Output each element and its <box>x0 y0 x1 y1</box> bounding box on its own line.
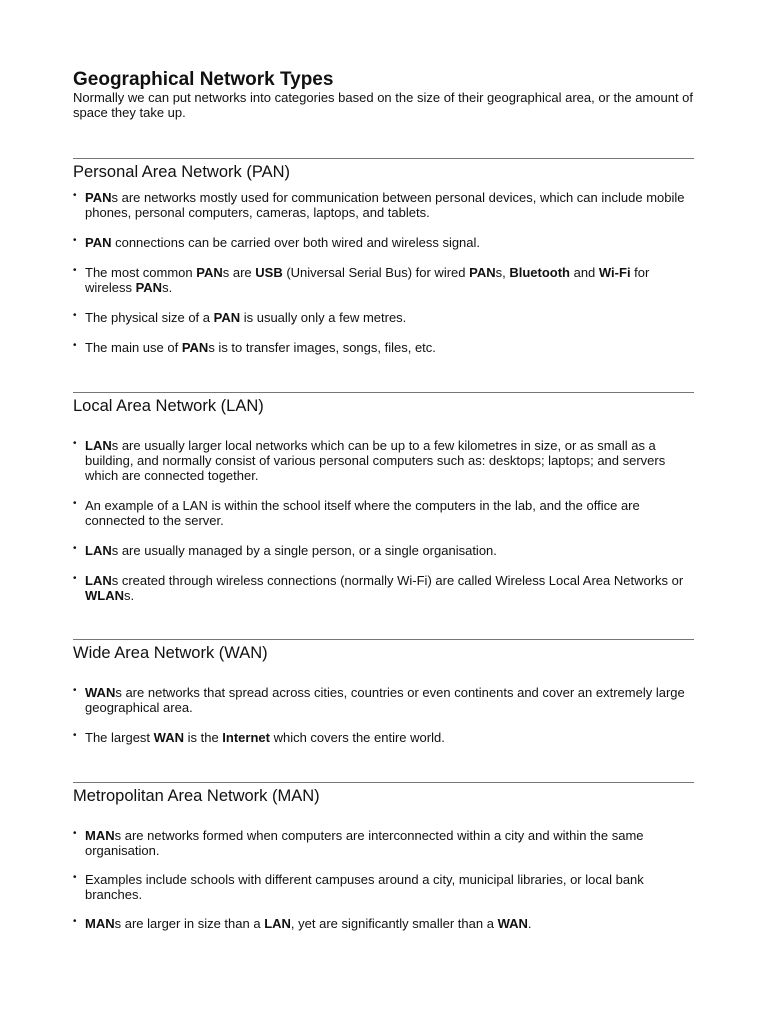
bullet-list <box>73 438 694 603</box>
bullet-item <box>73 872 694 902</box>
text-run: s are networks that spread across cities, countries or even continents and cover an extremely large geographical area. <box>85 685 685 715</box>
text-run: The physical size of a <box>85 310 214 325</box>
section-heading: Personal Area Network (PAN) <box>73 163 291 181</box>
bullet-item <box>73 498 694 528</box>
bullet-list <box>73 685 694 745</box>
bold-term: LAN <box>85 573 112 588</box>
bold-term: WLAN <box>85 588 124 603</box>
section-heading: Metropolitan Area Network (MAN) <box>73 787 320 805</box>
bold-term: PAN <box>85 190 112 205</box>
bold-term: PAN <box>181 340 209 355</box>
document-title: Geographical Network Types <box>73 69 334 90</box>
text-run: (Universal Serial Bus) for wired <box>282 265 470 280</box>
bold-term: WAN <box>153 730 184 745</box>
text-run: The largest <box>85 730 154 745</box>
bullet-item <box>73 916 694 931</box>
text-run: is the <box>184 730 223 745</box>
section-heading: Local Area Network (LAN) <box>73 397 264 415</box>
bold-term: PAN <box>469 265 496 280</box>
section-heading: Wide Area Network (WAN) <box>73 644 268 662</box>
bullet-item <box>73 438 694 483</box>
text-run: for wireless <box>85 265 650 295</box>
intro-paragraph: Normally we can put networks into categories based on the size of their geographical area, or the amount of space they take up. <box>73 90 694 120</box>
text-run: s are usually managed by a single person, or a single organisation. <box>111 543 497 558</box>
bullet-item <box>73 235 694 250</box>
bullet-item <box>73 543 694 558</box>
section-wan <box>73 639 694 745</box>
text-run: s is to transfer images, songs, files, etc. <box>208 340 436 355</box>
text-run: connections can be carried over both wired and wireless signal. <box>111 235 481 250</box>
bold-term: LAN <box>85 438 112 453</box>
bullet-item <box>73 730 694 745</box>
text-run: s, <box>495 265 510 280</box>
bullet-list <box>73 190 694 355</box>
text-run: s are usually larger local networks which can be up to a few kilometres in size, or as small as a building, and normally consist of various personal computers such as: desktops; laptops; and servers which are connected together. <box>85 438 666 483</box>
bullet-item <box>73 265 694 295</box>
text-run: which covers the entire world. <box>269 730 445 745</box>
section-man <box>73 782 694 931</box>
text-run: The main use of <box>85 340 182 355</box>
bold-term: WAN <box>497 916 528 931</box>
bold-term: Bluetooth <box>509 265 570 280</box>
bold-term: Wi-Fi <box>598 265 631 280</box>
text-run: s are networks formed when computers are interconnected within a city and within the same organisation. <box>85 828 644 858</box>
bold-term: Internet <box>222 730 270 745</box>
bullet-item <box>73 573 694 603</box>
text-run: . <box>527 916 532 931</box>
bold-term: MAN <box>85 828 115 843</box>
text-run: is usually only a few metres. <box>240 310 407 325</box>
bullet-item <box>73 190 694 220</box>
text-run: s are larger in size than a <box>114 916 265 931</box>
section-pan <box>73 158 694 355</box>
text-run: An example of a LAN is within the school itself where the computers in the lab, and the office are connected to the server. <box>85 498 640 528</box>
bold-term: PAN <box>85 235 112 250</box>
text-run: s. <box>162 280 173 295</box>
bold-term: PAN <box>196 265 223 280</box>
text-run: Examples include schools with different campuses around a city, municipal libraries, or local bank branches. <box>85 872 644 902</box>
bullet-list <box>73 828 694 931</box>
bullet-item <box>73 310 694 325</box>
section-lan <box>73 392 694 603</box>
bold-term: MAN <box>85 916 115 931</box>
bullet-item <box>73 828 694 858</box>
bullet-item <box>73 340 694 355</box>
text-run: The most common <box>85 265 197 280</box>
text-run: s are networks mostly used for communication between personal devices, which can include mobile phones, personal computers, cameras, laptops, and tablets. <box>85 190 685 220</box>
text-run: s created through wireless connections (normally Wi-Fi) are called Wireless Local Area Networks or <box>111 573 684 588</box>
text-run: and <box>569 265 599 280</box>
bullet-item <box>73 685 694 715</box>
bold-term: PAN <box>135 280 163 295</box>
text-run: , yet are significantly smaller than a <box>290 916 498 931</box>
text-run: s. <box>124 588 135 603</box>
text-run: s are <box>222 265 256 280</box>
bold-term: LAN <box>85 543 112 558</box>
bold-term: PAN <box>213 310 241 325</box>
bold-term: WAN <box>85 685 116 700</box>
bold-term: USB <box>255 265 283 280</box>
bold-term: LAN <box>264 916 291 931</box>
